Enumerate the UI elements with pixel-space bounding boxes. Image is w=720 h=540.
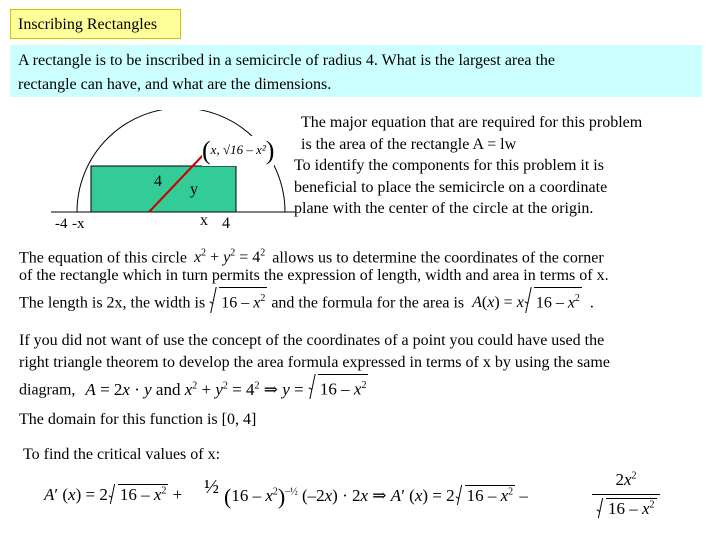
right-line-1: The major equation that are required for this problem — [301, 114, 643, 131]
para1-line1-start: The equation of this circle — [19, 249, 187, 267]
triangle-formulas: A = 2x · y and $x^2 + y^2 = 4^2$ ⇒ $y = 16 - x^2$ — [79, 380, 368, 399]
corner-point-text: x, √16 – x² — [210, 142, 266, 157]
para2-line3-start: diagram, — [19, 381, 76, 399]
domain-statement: The domain for this function is [0, 4] — [19, 411, 257, 428]
right-line-3: To identify the components for this problem it is — [294, 157, 604, 174]
corner-point-label: (x, √16 – x²) — [202, 136, 275, 165]
label-four: 4 — [222, 215, 230, 232]
para1-line3-end: . — [589, 294, 594, 312]
page-title: Inscribing Rectangles — [10, 9, 181, 39]
label-minus-x: -x — [72, 216, 85, 232]
para2-line2: right triangle theorem to develop the area formula expressed in terms of x by using the same — [19, 354, 610, 371]
para1-line3-start: The length is 2x, the width is — [19, 294, 206, 312]
problem-statement — [10, 45, 702, 97]
right-explanation — [294, 112, 643, 220]
semicircle-diagram — [45, 110, 295, 235]
para1-line3-mid: and the formula for the area is — [271, 294, 465, 312]
right-line-4: beneficial to place the semicircle on a coordinate — [294, 178, 608, 196]
triangle-paragraph — [19, 330, 610, 399]
right-line-5: plane with the center of the circle at the origin. — [294, 200, 594, 217]
circle-equation-paragraph — [19, 243, 609, 312]
problem-line-2: rectangle can have, and what are the dimensions. — [18, 76, 332, 93]
para1-line2: of the rectangle which in turn permits the expression of length, width and area in terms of x. — [19, 267, 609, 284]
label-minus-four: -4 — [55, 216, 68, 232]
right-line-2: is the area of the rectangle A = lw — [301, 135, 517, 153]
width-expression: $16 - x^2$ — [209, 294, 267, 311]
para2-line1: If you did not want of use the concept of the coordinates of a point you could have used the — [19, 332, 605, 349]
label-y: y — [190, 181, 198, 198]
problem-line-1: A rectangle is to be inscribed in a semicircle of radius 4. What is the largest area the — [18, 52, 555, 69]
derivative-equation: A′ (x) = 2 $16 - x^2$ + ½ $(16 - x^2)^{-\frac{1}{2}}$ (–2x) · 2x ⇒ A′ (x) = 2 $16 - x^2$ – $2x^2$ $16 - x^2$ — [44, 470, 704, 526]
label-x: x — [200, 212, 208, 229]
label-radius-four: 4 — [154, 173, 162, 190]
critical-values-heading: To find the critical values of x: — [23, 446, 221, 463]
inscribed-rectangle — [91, 166, 236, 212]
area-formula: A(x) = x $16 - x^2$ — [468, 294, 586, 311]
para1-line1-end: allows us to determine the coordinates of the corner — [272, 249, 604, 267]
circle-equation: $x^2 + y^2 = 4^2$ — [191, 249, 268, 266]
